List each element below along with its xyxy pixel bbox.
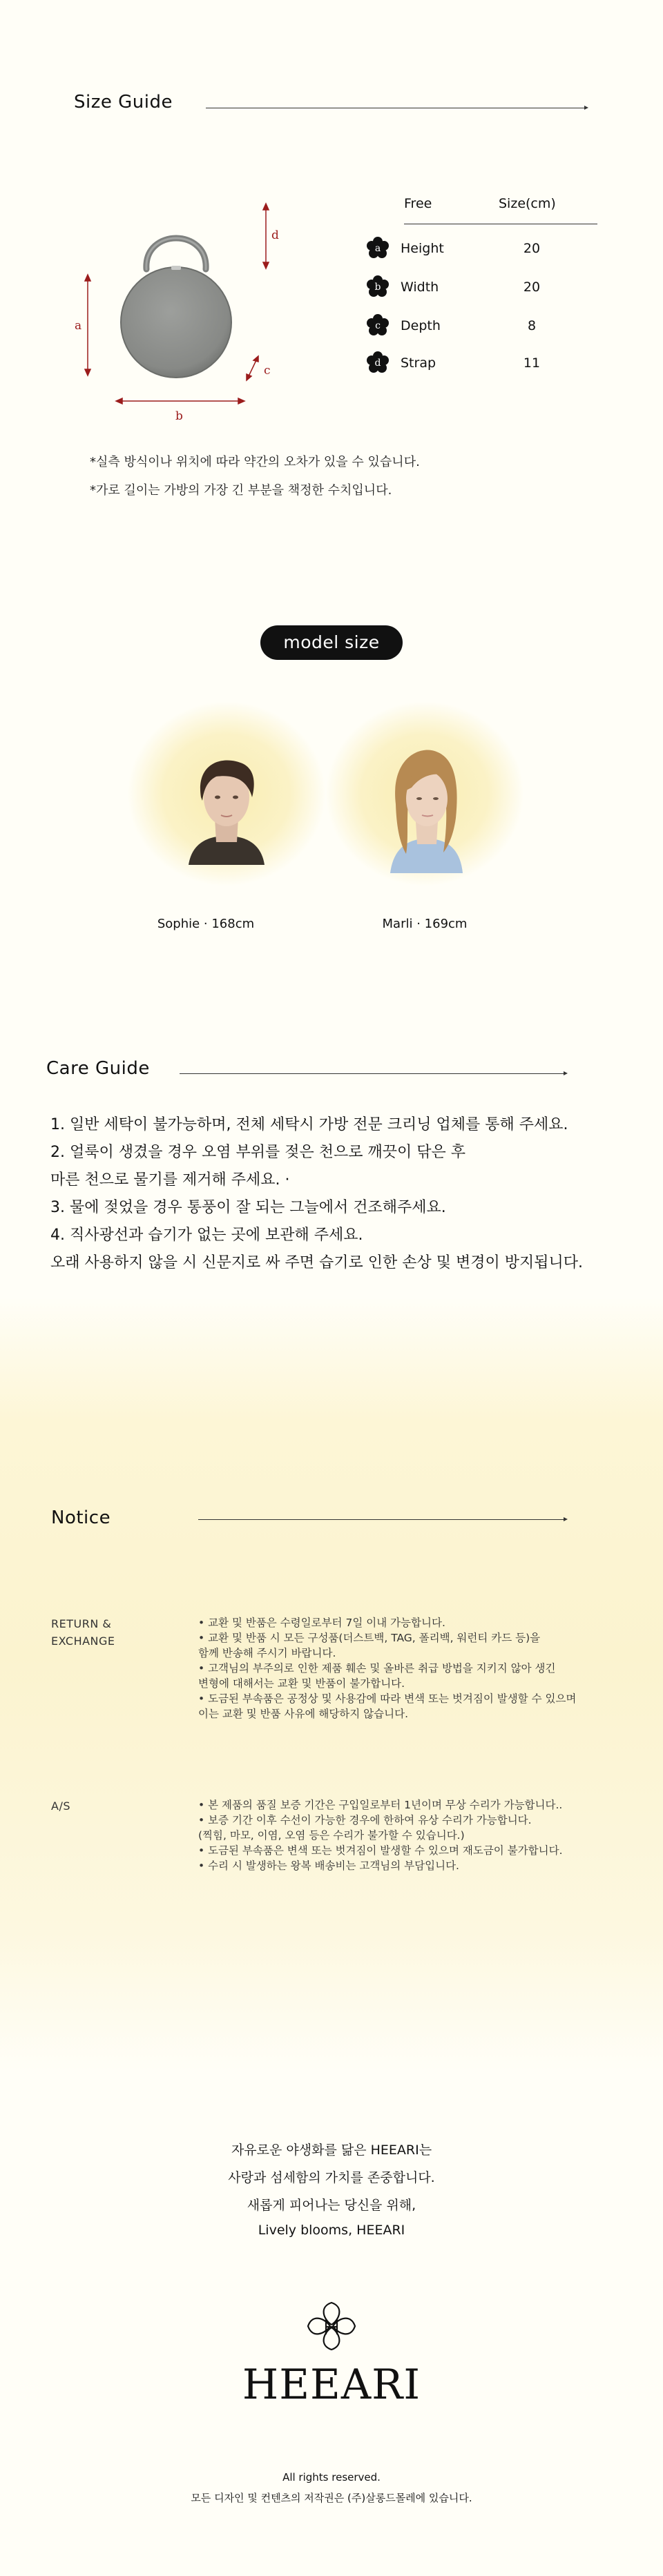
badge-letter: d bbox=[374, 358, 381, 369]
model-portrait bbox=[325, 701, 525, 887]
size-row-depth bbox=[366, 313, 580, 341]
notice-item: 함께 반송해 주시기 바랍니다. bbox=[198, 1647, 336, 1659]
care-line-4: 3. 물에 젖었을 경우 통풍이 잘 되는 그늘에서 건조해주세요. bbox=[50, 1199, 446, 1216]
size-row-value: 8 bbox=[527, 318, 537, 333]
notice-item: (찍힘, 마모, 이염, 오염 등은 수리가 불가할 수 있습니다.) bbox=[198, 1829, 465, 1842]
brand-line-3: 새롭게 피어나는 당신을 위해, bbox=[247, 2198, 416, 2213]
notice-item: • 교환 및 반품은 수령일로부터 7일 이내 가능합니다. bbox=[198, 1617, 445, 1629]
badge-letter: c bbox=[375, 320, 381, 331]
heeari-wordmark: HEEARI bbox=[242, 2361, 421, 2409]
notice-item: • 교환 및 반품 시 모든 구성품(더스트백, TAG, 폴리백, 워런티 카드 등)을 bbox=[198, 1632, 541, 1644]
model-caption-sophie: Sophie · 168cm bbox=[157, 917, 255, 931]
return-exchange-list bbox=[198, 1615, 613, 1721]
as-label: A/S bbox=[51, 1799, 70, 1813]
model-photo-sophie bbox=[126, 701, 327, 887]
size-row-label: Height bbox=[401, 241, 444, 256]
dimension-b bbox=[116, 398, 244, 404]
model-photo-marli bbox=[325, 701, 525, 887]
care-guide-divider bbox=[180, 1073, 566, 1074]
exchange-label-line: EXCHANGE bbox=[51, 1635, 115, 1648]
footer-rights: All rights reserved. bbox=[282, 2471, 381, 2484]
heeari-flower-logo-icon bbox=[304, 2299, 359, 2354]
model-caption-marli: Marli · 169cm bbox=[382, 917, 468, 931]
footer-copyright: 모든 디자인 및 컨텐츠의 저작권은 (주)살롱드몰레에 있습니다. bbox=[191, 2492, 472, 2504]
as-list bbox=[198, 1797, 613, 1873]
brand-line-4: Lively blooms, HEEARI bbox=[258, 2223, 405, 2238]
dim-label-d: d bbox=[271, 228, 279, 242]
notice-title: Notice bbox=[51, 1507, 111, 1528]
notice-item: • 도금된 부속품은 공정상 및 사용감에 따라 변색 또는 벗겨짐이 발생할 수 있으며 bbox=[198, 1692, 577, 1705]
care-line-6: 오래 사용하지 않을 시 신문지로 싸 주면 습기로 인한 손상 및 변경이 방지됩니다. bbox=[50, 1254, 583, 1271]
notice-item: • 수리 시 발생하는 왕복 배송비는 고객님의 부담입니다. bbox=[198, 1860, 459, 1872]
notice-item: • 고객님의 부주의로 인한 제품 훼손 및 올바른 취급 방법을 지키지 않아 생긴 bbox=[198, 1662, 556, 1675]
size-row-value: 20 bbox=[523, 241, 541, 256]
dim-label-c: c bbox=[264, 364, 271, 378]
size-note-1: *실측 방식이나 위치에 따라 약간의 오차가 있을 수 있습니다. bbox=[90, 455, 420, 469]
size-row-label: Depth bbox=[401, 318, 441, 333]
flower-badge-icon bbox=[366, 275, 390, 298]
dim-label-a: a bbox=[75, 319, 82, 333]
care-line-2: 2. 얼룩이 생겼을 경우 오염 부위를 젖은 천으로 깨끗이 닦은 후 bbox=[50, 1144, 465, 1161]
badge-letter: a bbox=[374, 243, 381, 254]
notice-item: • 본 제품의 품질 보증 기간은 구입일로부터 1년이며 무상 수리가 가능합니다.. bbox=[198, 1799, 563, 1811]
size-guide-title: Size Guide bbox=[74, 92, 173, 113]
brand-line-1: 자유로운 야생화를 닮은 HEEARI는 bbox=[231, 2143, 432, 2158]
care-guide-title: Care Guide bbox=[46, 1058, 150, 1079]
notice-item: • 보증 기간 이후 수선이 가능한 경우에 한하여 유상 수리가 가능합니다. bbox=[198, 1814, 532, 1826]
notice-divider bbox=[198, 1519, 566, 1520]
notice-item: 변형에 대해서는 교환 및 반품이 불가합니다. bbox=[198, 1677, 405, 1690]
care-line-5: 4. 직사광선과 습기가 없는 곳에 보관해 주세요. bbox=[50, 1227, 363, 1244]
flower-badge-icon bbox=[366, 351, 390, 374]
size-row-value: 11 bbox=[523, 355, 541, 371]
size-row-value: 20 bbox=[523, 280, 541, 295]
size-row-label: Width bbox=[401, 280, 439, 295]
model-size-badge: model size bbox=[260, 625, 403, 660]
care-line-3: 마른 천으로 물기를 제거해 주세요. · bbox=[50, 1171, 290, 1189]
size-row-width bbox=[366, 275, 580, 302]
bag-diagram bbox=[69, 200, 290, 423]
model-portrait bbox=[126, 701, 327, 887]
size-row-label: Strap bbox=[401, 355, 436, 371]
size-row-strap bbox=[366, 351, 580, 378]
brand-line-2: 사랑과 섬세함의 가치를 존중합니다. bbox=[228, 2170, 435, 2185]
notice-item: • 도금된 부속품은 변색 또는 벗겨짐이 발생할 수 있으며 재도금이 불가합니다. bbox=[198, 1844, 563, 1857]
care-line-1: 1. 일반 세탁이 불가능하며, 전체 세탁시 가방 전문 크리닝 업체를 통해 주세요. bbox=[50, 1116, 568, 1133]
size-row-height bbox=[366, 236, 580, 264]
notice-item: 이는 교환 및 반품 사유에 해당하지 않습니다. bbox=[198, 1708, 409, 1720]
return-exchange-label bbox=[51, 1615, 115, 1650]
badge-letter: b bbox=[374, 282, 381, 293]
dimension-a bbox=[85, 275, 90, 375]
size-note-2: *가로 길이는 가방의 가장 긴 부분을 책정한 수치입니다. bbox=[90, 483, 392, 498]
size-table-col-free: Free bbox=[404, 196, 432, 211]
flower-badge-icon bbox=[366, 313, 390, 337]
size-table-col-size: Size(cm) bbox=[499, 196, 556, 211]
flower-badge-icon bbox=[366, 236, 390, 260]
dimension-d bbox=[263, 204, 269, 269]
return-label-line: RETURN & bbox=[51, 1617, 112, 1630]
dim-label-b: b bbox=[175, 409, 183, 423]
dimension-c bbox=[247, 356, 258, 380]
